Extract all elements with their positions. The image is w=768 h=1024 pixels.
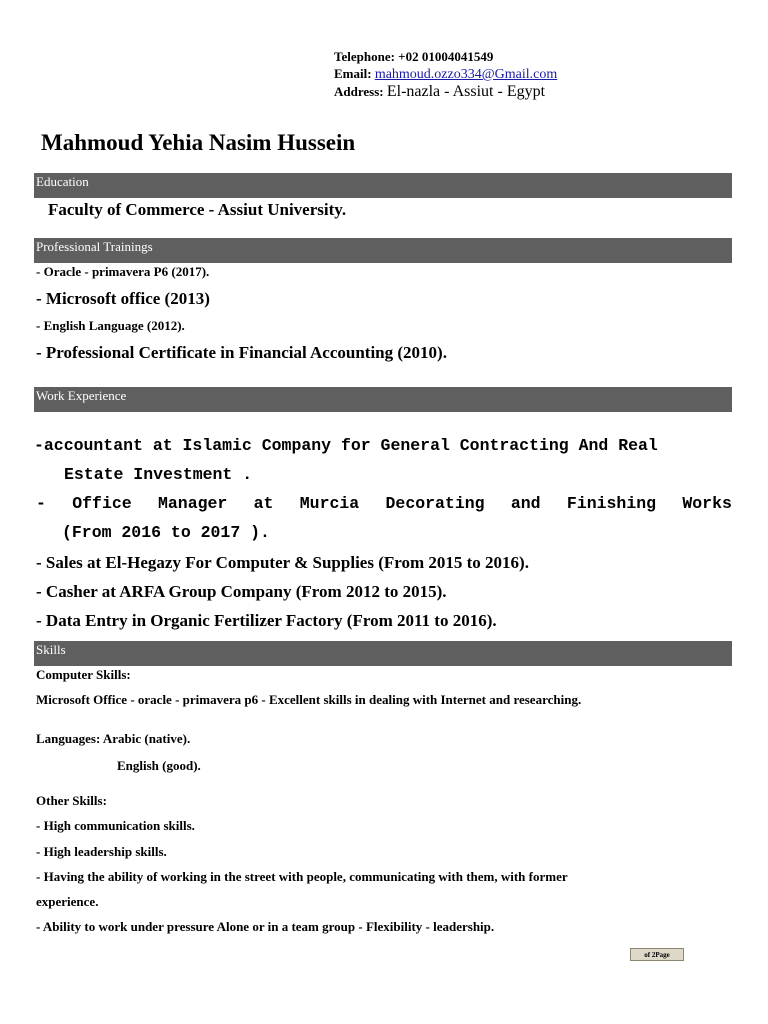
- work-word: Finishing: [566, 494, 657, 513]
- training-item: - English Language (2012).: [36, 318, 185, 333]
- work-word: Manager: [157, 494, 228, 513]
- work-item-line: -accountant at Islamic Company for General Contracting And Real: [34, 436, 658, 455]
- candidate-name: Mahmoud Yehia Nasim Hussein: [41, 130, 356, 155]
- other-skill-item: - Ability to work under pressure Alone or in a team group - Flexibility - leadership.: [36, 919, 495, 934]
- other-skill-item: - High leadership skills.: [36, 844, 167, 859]
- work-word: Works: [682, 494, 732, 513]
- email-label: Email:: [334, 66, 372, 81]
- work-word: Decorating: [385, 494, 485, 513]
- phone-label: Telephone:: [334, 49, 395, 64]
- work-word: Murcia: [299, 494, 360, 513]
- work-word: -: [36, 494, 46, 513]
- languages-line: [36, 731, 190, 747]
- computer-skills-label: Computer Skills:: [36, 667, 131, 682]
- education-heading: Education: [34, 173, 732, 198]
- training-item: - Oracle - primavera P6 (2017).: [36, 264, 210, 279]
- phone-value: +02 01004041549: [398, 49, 494, 64]
- email-link[interactable]: mahmoud.ozzo334@Gmail.com: [374, 67, 558, 82]
- phone-line: [334, 48, 557, 65]
- training-item: - Professional Certificate in Financial Accounting (2010).: [36, 343, 447, 362]
- other-skill-item: experience.: [36, 894, 99, 909]
- work-heading: Work Experience: [34, 387, 732, 412]
- other-skill-item: - High communication skills.: [36, 818, 195, 833]
- other-skills-label: Other Skills:: [36, 793, 107, 808]
- work-item-line: (From 2016 to 2017 ).: [62, 523, 270, 542]
- page-number-box: of 2Page: [630, 948, 684, 961]
- languages-label: Languages:: [36, 731, 101, 746]
- language-item: Arabic (native).: [102, 731, 191, 746]
- skills-heading: Skills: [34, 641, 732, 666]
- computer-skills: Microsoft Office - oracle - primavera p6 - Excellent skills in dealing with Internet and researching.: [36, 692, 582, 707]
- address-line: [334, 83, 557, 100]
- work-item: - Sales at El-Hegazy For Computer & Supplies (From 2015 to 2016).: [36, 553, 529, 572]
- address-value: El-nazla - Assiut - Egypt: [386, 83, 546, 100]
- training-item: - Microsoft office (2013): [36, 289, 210, 308]
- work-item: - Casher at ARFA Group Company (From 2012 to 2015).: [36, 582, 447, 601]
- work-item-line: Estate Investment .: [64, 465, 253, 484]
- work-word: at: [253, 494, 274, 513]
- work-item-justified-line: [36, 494, 732, 513]
- work-word: Office: [72, 494, 132, 513]
- other-skill-item: - Having the ability of working in the street with people, communicating with them, with former: [36, 869, 568, 884]
- work-word: and: [510, 494, 541, 513]
- education-item: Faculty of Commerce - Assiut University.: [48, 200, 347, 219]
- contact-block: [334, 48, 557, 100]
- language-item: English (good).: [117, 758, 201, 773]
- trainings-heading: Professional Trainings: [34, 238, 732, 263]
- address-label: Address:: [334, 84, 384, 99]
- email-line: [334, 65, 557, 83]
- work-item: - Data Entry in Organic Fertilizer Factory (From 2011 to 2016).: [36, 611, 497, 630]
